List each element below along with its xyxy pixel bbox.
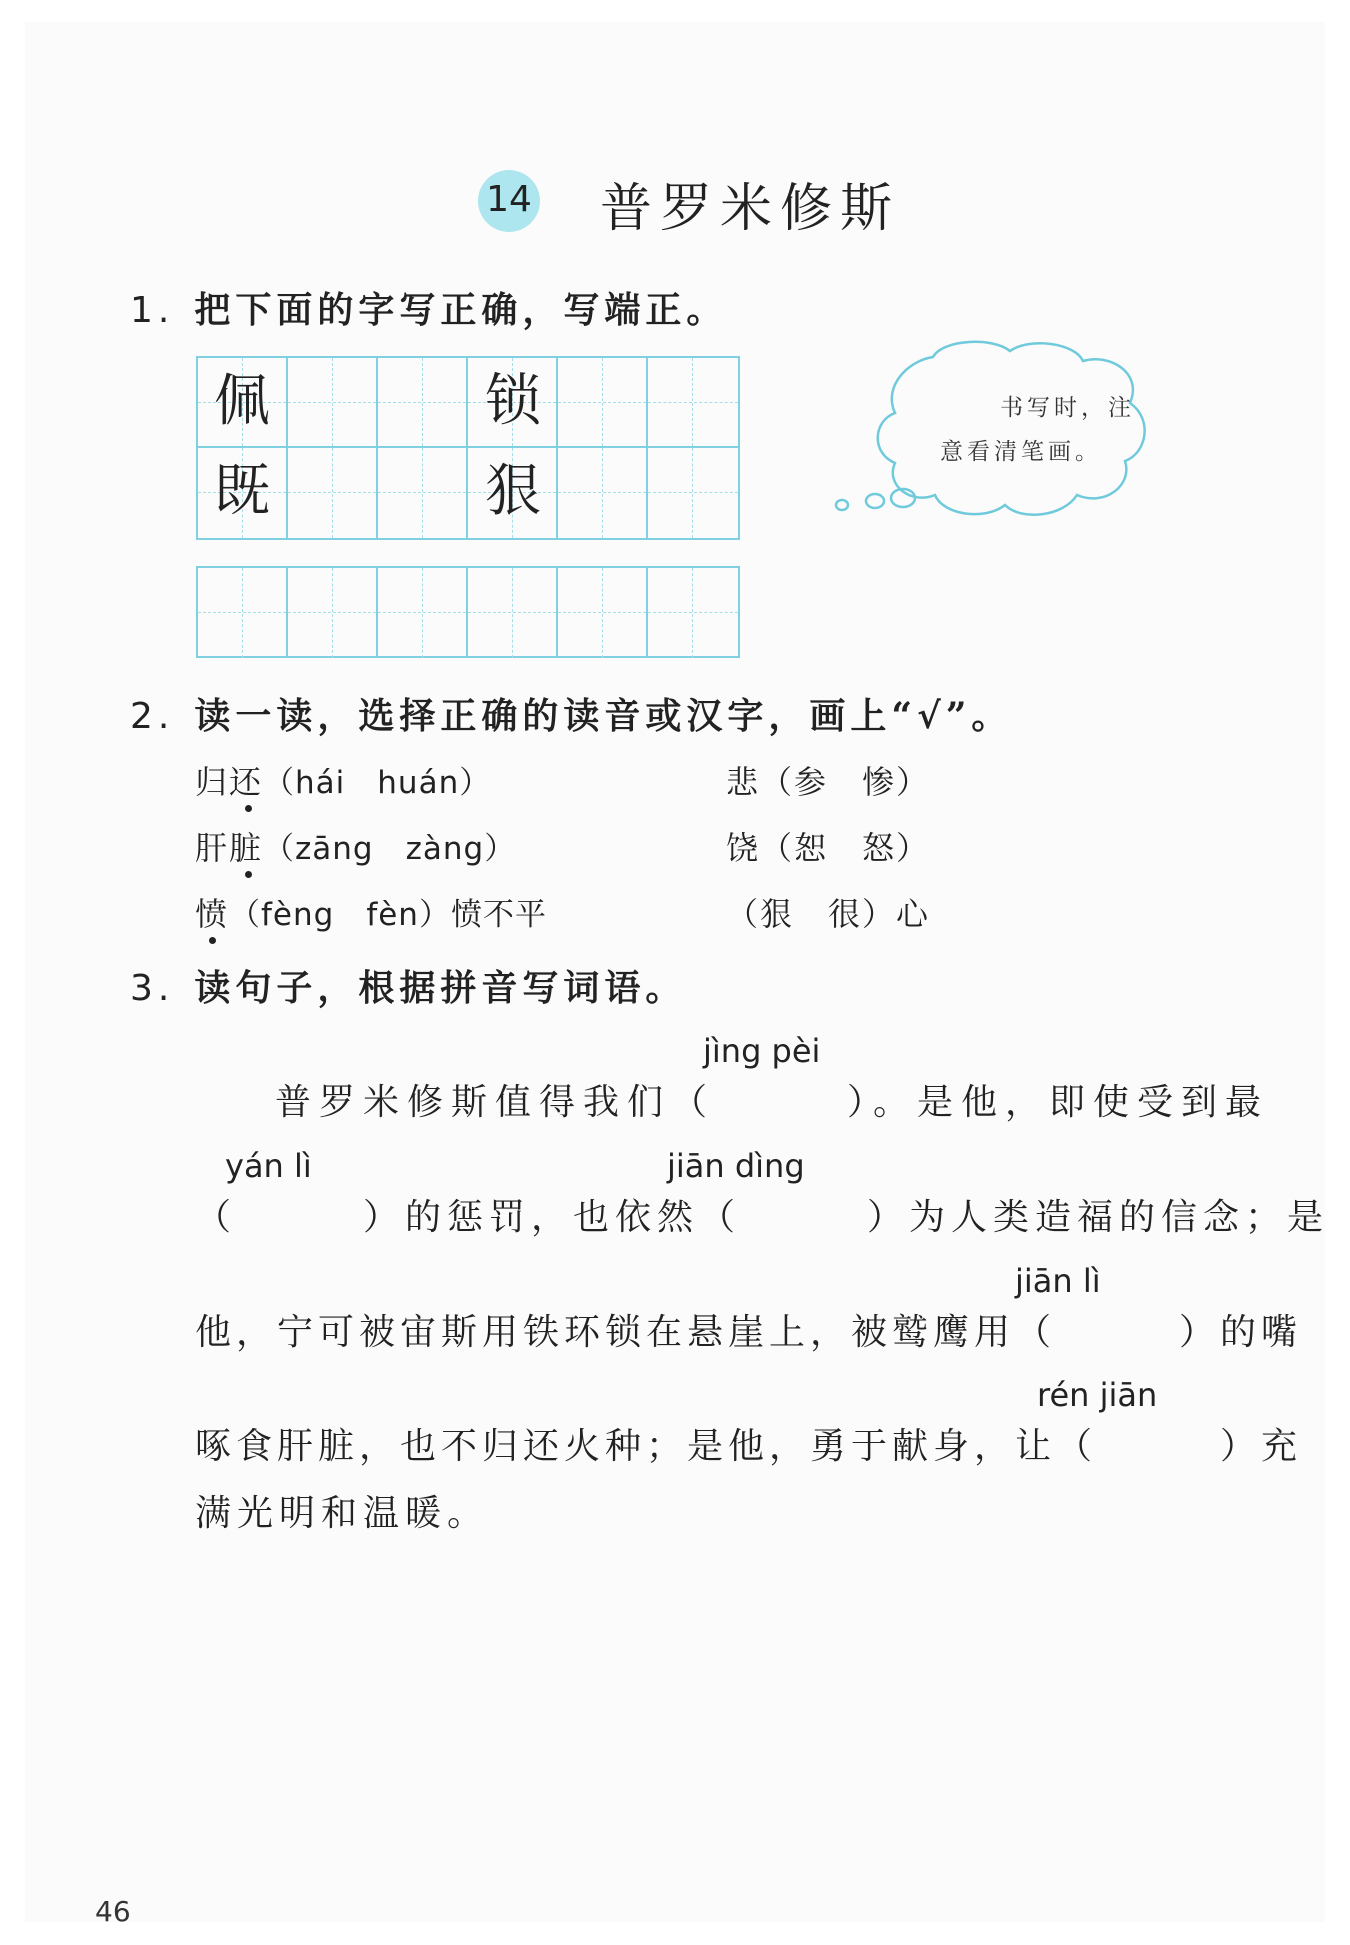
lesson-title: 普罗米修斯 xyxy=(600,179,901,239)
pinyin-jianli: jiān lì xyxy=(1015,1262,1101,1300)
pinyin-renjian: rén jiān xyxy=(1037,1376,1158,1414)
tip-line-1: 书写时，注 xyxy=(1000,395,1135,421)
sentence-line-1: 普罗米修斯值得我们（ ）。是他，即使受到最 xyxy=(275,1082,1270,1123)
question-2-title xyxy=(130,688,1012,739)
writing-grid-2 xyxy=(196,566,740,658)
q2-item-hen: （狠 很）心 xyxy=(726,895,931,933)
q2-item-guihuan: 归还（hái huán） xyxy=(195,763,492,801)
pinyin-jingpei: jìng pèi xyxy=(703,1032,821,1070)
tip-line-2: 意看清笔画。 xyxy=(940,439,1102,465)
question-3-number: 3. xyxy=(130,968,175,1009)
q2-item-ganzang: 肝脏（zāng zàng） xyxy=(195,829,517,867)
question-2-text: 读一读，选择正确的读音或汉字，画上“√”。 xyxy=(194,695,1013,737)
question-2-number: 2. xyxy=(130,696,175,737)
q2-item-bei: 悲（参 惨） xyxy=(726,763,931,801)
question-1-title xyxy=(130,282,727,333)
grid-char-pei: 佩 xyxy=(214,369,270,434)
pinyin-jianding: jiān dìng xyxy=(667,1147,805,1185)
question-3-title xyxy=(130,960,686,1011)
emphasis-dot xyxy=(209,937,216,944)
sentence-line-3: 他，宁可被宙斯用铁环锁在悬崖上，被鹫鹰用（ ）的嘴 xyxy=(195,1312,1303,1353)
question-1-number: 1. xyxy=(130,290,175,331)
grid-char-ji: 既 xyxy=(214,459,270,524)
lesson-number: 14 xyxy=(486,179,532,220)
q2-item-fen: 愤（fèng fèn）愤不平 xyxy=(195,895,547,933)
sentence-line-5: 满光明和温暖。 xyxy=(195,1493,490,1534)
question-1-text: 把下面的字写正确，写端正。 xyxy=(194,289,728,331)
question-3-text: 读句子，根据拼音写词语。 xyxy=(194,967,687,1009)
emphasis-dot xyxy=(245,805,252,812)
sentence-line-4: 啄食肝脏，也不归还火种；是他，勇于献身，让（ ）充 xyxy=(195,1426,1303,1467)
grid-char-hen: 狠 xyxy=(485,459,541,524)
grid-char-suo: 锁 xyxy=(485,369,541,434)
pinyin-yanli: yán lì xyxy=(225,1147,312,1185)
emphasis-dot xyxy=(245,871,252,878)
sentence-line-2: （ ）的惩罚，也依然（ ）为人类造福的信念；是 xyxy=(195,1197,1330,1238)
page-number: 46 xyxy=(95,1895,131,1928)
q2-item-rao: 饶（恕 怒） xyxy=(726,829,931,867)
